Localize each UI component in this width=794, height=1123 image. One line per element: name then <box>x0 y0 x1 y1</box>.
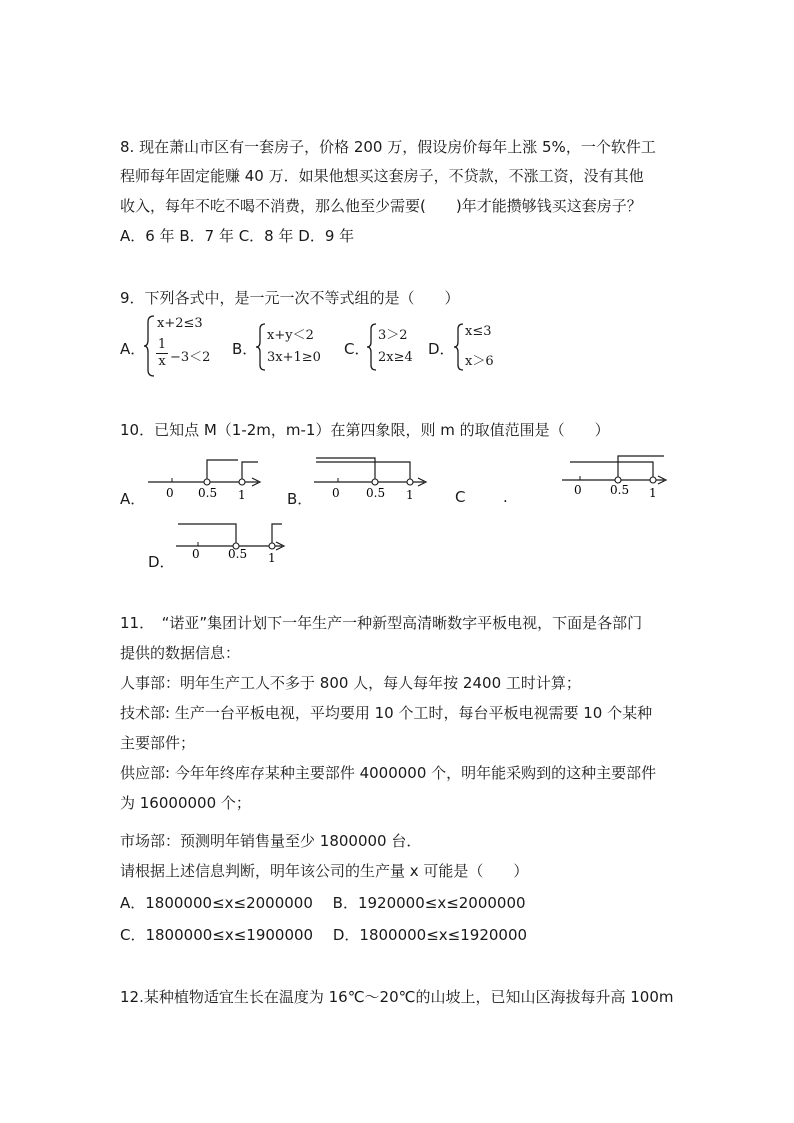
q11-line-6: 供应部: 今年年终库存某种主要部件 4000000 个，明年能采购到的这种主要部件 <box>120 764 657 782</box>
q8-options: A．6 年 B．7 年 C．8 年 D．9 年 <box>120 227 355 245</box>
q9-option-a-brace <box>144 314 156 378</box>
q10-stem: 10．已知点 M（1-2m，m-1）在第四象限，则 m 的取值范围是（ ） <box>120 421 610 439</box>
ray-1 <box>316 462 410 482</box>
tick-0: 0 <box>332 486 340 500</box>
ray-1 <box>570 462 653 480</box>
q9-option-d-ineq-1: x≤3 <box>465 324 492 339</box>
ray-0.5 <box>207 460 238 482</box>
q11-line-5: 主要部件； <box>120 734 196 752</box>
tick-0.5: 0.5 <box>228 547 248 561</box>
q8-line-3: 收入，每年不吃不喝不消费，那么他至少需要( )年才能攒够钱买这套房子？ <box>120 197 642 215</box>
q9-option-d-label: D． <box>428 340 455 358</box>
q10-option-a-label: A． <box>120 490 146 508</box>
q11-line-2: 提供的数据信息： <box>120 644 241 662</box>
q11-line-4: 技术部: 生产一台平板电视，平均要用 10 个工时，每台平板电视需要 10 个某种 <box>120 704 653 722</box>
tick-0: 0 <box>166 486 174 500</box>
q9-option-c-label: C． <box>344 340 370 358</box>
open-point-0.5 <box>372 479 378 485</box>
tick-0: 0 <box>574 483 582 497</box>
q11-options-cd: C．1800000≤x≤1900000 D．1800000≤x≤1920000 <box>120 926 528 944</box>
q9-option-c-ineq-2: 2x≥4 <box>378 350 413 365</box>
q9-stem: 9．下列各式中，是一元一次不等式组的是（ ） <box>120 289 460 307</box>
q11-line-1: 11． “诺亚”集团计划下一年生产一种新型高清晰数字平板电视，下面是各部门 <box>120 614 643 632</box>
q9-option-b-brace <box>256 322 266 372</box>
q9-option-a-ineq-2: −3＜2 <box>170 350 211 365</box>
q10-option-b-number-line <box>306 454 436 506</box>
q10-option-a-number-line <box>140 454 270 506</box>
q9-option-a-frac-num: 1 <box>157 337 167 352</box>
q9-option-b-ineq-1: x+y＜2 <box>267 328 314 343</box>
q11-line-3: 人事部：明年生产工人不多于 800 人，每人每年按 2400 工时计算； <box>120 674 581 692</box>
q9-option-d-ineq-2: x＞6 <box>465 354 494 369</box>
q9-option-b-label: B． <box>232 340 258 358</box>
tick-1: 1 <box>406 488 414 502</box>
q9-option-c-ineq-1: 3＞2 <box>378 328 408 343</box>
open-point-1 <box>650 477 656 483</box>
q11-line-7: 为 16000000 个； <box>120 794 251 812</box>
q8-line-2: 程师每年固定能赚 40 万．如果他想买这套房子，不贷款，不涨工资，没有其他 <box>120 167 644 185</box>
q11-line-8: 市场部：预测明年销售量至少 1800000 台． <box>120 832 422 850</box>
q10-option-b-label: B． <box>287 490 313 508</box>
q11-options-ab: A．1800000≤x≤2000000 B．1920000≤x≤2000000 <box>120 894 526 912</box>
q12-line-1: 12.某种植物适宜生长在温度为 16℃～20℃的山坡上，已知山区海拔每升高 100m <box>120 988 674 1006</box>
tick-0.5: 0.5 <box>610 483 630 497</box>
open-point-1 <box>407 479 413 485</box>
ray-0.5 <box>618 456 664 480</box>
q9-option-a-frac-den: x <box>158 354 166 369</box>
open-point-1 <box>269 543 275 549</box>
q9-option-d-brace <box>454 322 464 372</box>
ray-0.5 <box>178 524 236 546</box>
q9-option-c-brace <box>367 322 377 372</box>
tick-0.5: 0.5 <box>366 486 386 500</box>
tick-1: 1 <box>238 488 246 502</box>
tick-0: 0 <box>192 547 200 561</box>
q10-option-c-number-line <box>556 452 676 504</box>
q10-option-c-label: C <box>455 488 466 506</box>
q10-option-d-number-line <box>170 518 294 568</box>
q9-option-a-label: A． <box>120 340 146 358</box>
q10-option-c-dot: . <box>503 488 508 506</box>
q11-line-9: 请根据上述信息判断，明年该公司的生产量 x 可能是（ ） <box>120 862 529 880</box>
q9-option-b-ineq-2: 3x+1≥0 <box>267 350 321 365</box>
ray-1 <box>242 462 258 482</box>
tick-1: 1 <box>649 486 657 500</box>
open-point-1 <box>239 479 245 485</box>
open-point-0.5 <box>204 479 210 485</box>
tick-1: 1 <box>268 551 276 565</box>
tick-0.5: 0.5 <box>198 486 218 500</box>
q10-option-d-label: D． <box>148 553 175 571</box>
q8-line-1: 8. 现在萧山市区有一套房子，价格 200 万，假设房价每年上涨 5%，一个软件工 <box>120 138 656 156</box>
q9-option-a-ineq-1: x+2≤3 <box>157 316 203 331</box>
